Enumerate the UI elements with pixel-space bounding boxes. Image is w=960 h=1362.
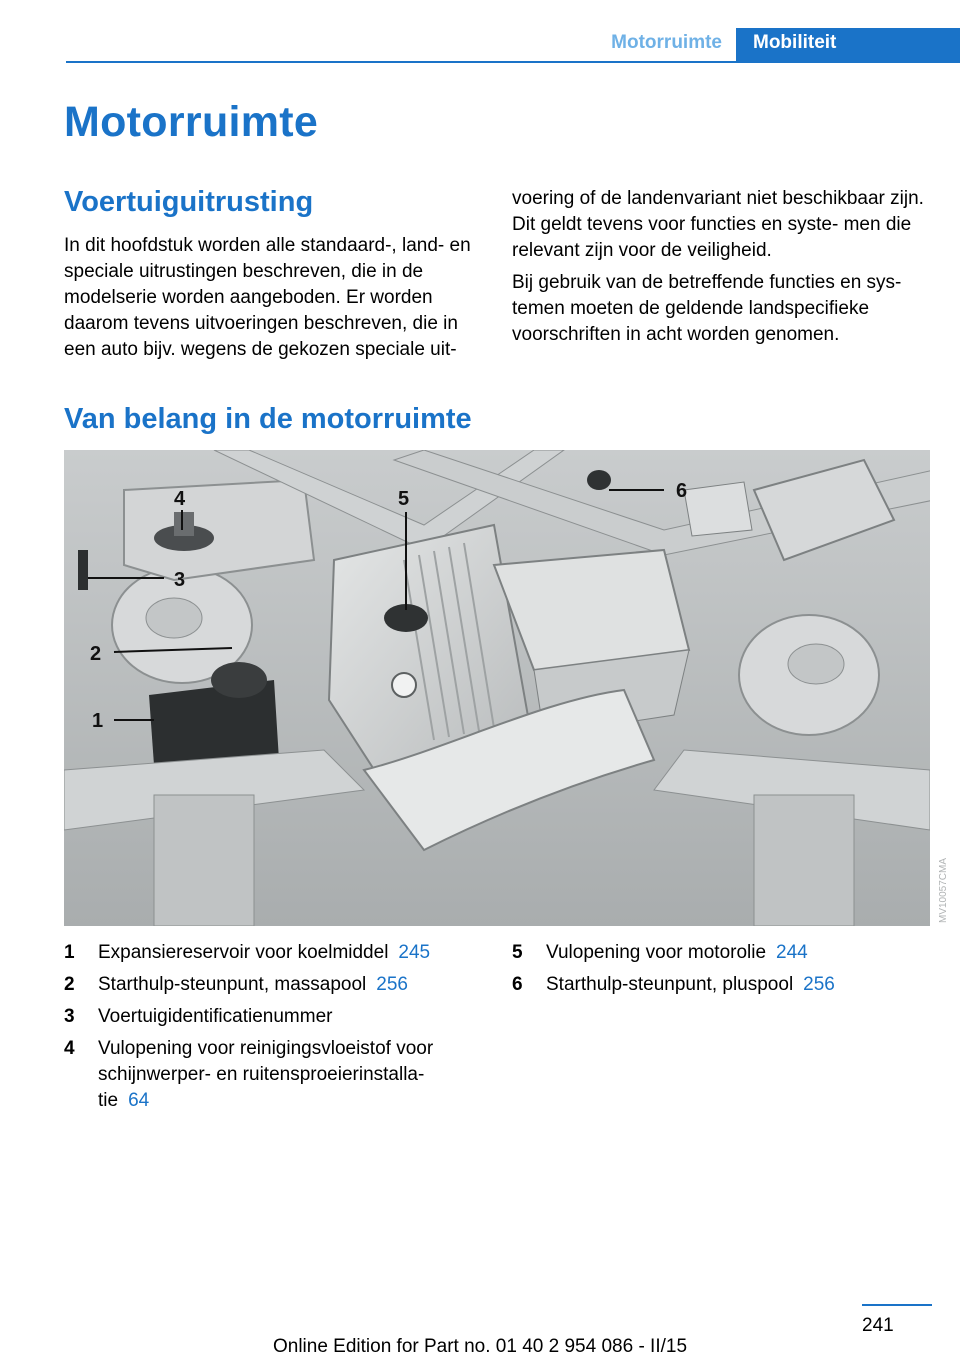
legend-label: Expansiereservoir voor koelmiddel [98,942,389,963]
legend-item [512,940,932,966]
engine-bay-illustration [64,450,930,926]
legend-left [64,940,464,1120]
intro-paragraph-continued: voering of de landenvariant niet beschikbaar zijn. Dit geldt tevens voor functies en syste- men die relevant zijn voor de veiligheid. [512,188,924,261]
legend-number: 2 [64,974,75,995]
intro-paragraph: In dit hoofdstuk worden alle standaard-, land- en speciale uitrustingen beschreven, die in de modelserie worden aangeboden. Er worden daarom tevens uitvoeringen beschreven, die in een auto bijv. wegens de gekozen speciale uit- [64,235,471,360]
legend-number: 1 [64,942,75,963]
legend-item [512,972,932,998]
page-number: 241 [862,1315,894,1336]
engine-bay-drawing [64,450,930,926]
legend-item [64,1036,464,1114]
callout-6: 6 [676,480,688,502]
page-reference-link[interactable]: 256 [376,974,408,995]
legend-label: Vulopening voor motorolie [546,942,767,963]
legend-label: Starthulp-steunpunt, massapool [98,974,367,995]
regulations-paragraph: Bij gebruik van de betreffende functies en sys- temen moeten de geldende landspecifieke voorschriften in acht worden genomen. [512,272,902,345]
chapter-header [0,28,960,62]
header-divider [66,61,960,63]
page-title: Motorruimte [64,98,319,146]
image-code [932,845,952,925]
callout-2: 2 [90,643,102,665]
page-reference-link[interactable]: 256 [803,974,835,995]
page-reference-link[interactable]: 244 [776,942,808,963]
callout-5: 5 [398,488,410,510]
callout-4: 4 [174,488,186,510]
edition-footer: Online Edition for Part no. 01 40 2 954 086 - II/15 [272,1336,688,1357]
callout-3: 3 [174,569,186,591]
legend-label: Voertuigidentificatienummer [98,1006,333,1027]
legend-number: 5 [512,942,523,963]
tab-mobiliteit[interactable]: Mobiliteit [736,28,960,62]
intro-text-right [512,186,932,354]
page-reference-link[interactable]: 64 [128,1090,150,1111]
legend-label: Starthulp-steunpunt, pluspool [546,974,794,995]
legend-number: 4 [64,1038,75,1059]
page-reference-link[interactable]: 245 [398,942,431,963]
legend-item [64,940,464,966]
legend-right [512,940,932,1004]
tab-motorruimte[interactable]: Motorruimte [611,32,722,53]
legend-label: Vulopening voor reinigingsvloeistof voor schijnwerper- en ruitensproeierinstalla- tie [98,1038,434,1111]
legend-number: 6 [512,974,523,995]
image-code-text: MV10057CMA [938,857,949,923]
footer-divider [862,1304,932,1306]
legend-item [64,972,464,998]
intro-text-left [64,233,482,363]
section-heading-voertuiguitrusting: Voertuiguitrusting [64,186,314,218]
section-heading-motorruimte: Van belang in de motorruimte [64,403,472,435]
legend-item [64,1004,464,1030]
callout-1: 1 [92,710,104,732]
legend-number: 3 [64,1006,75,1027]
